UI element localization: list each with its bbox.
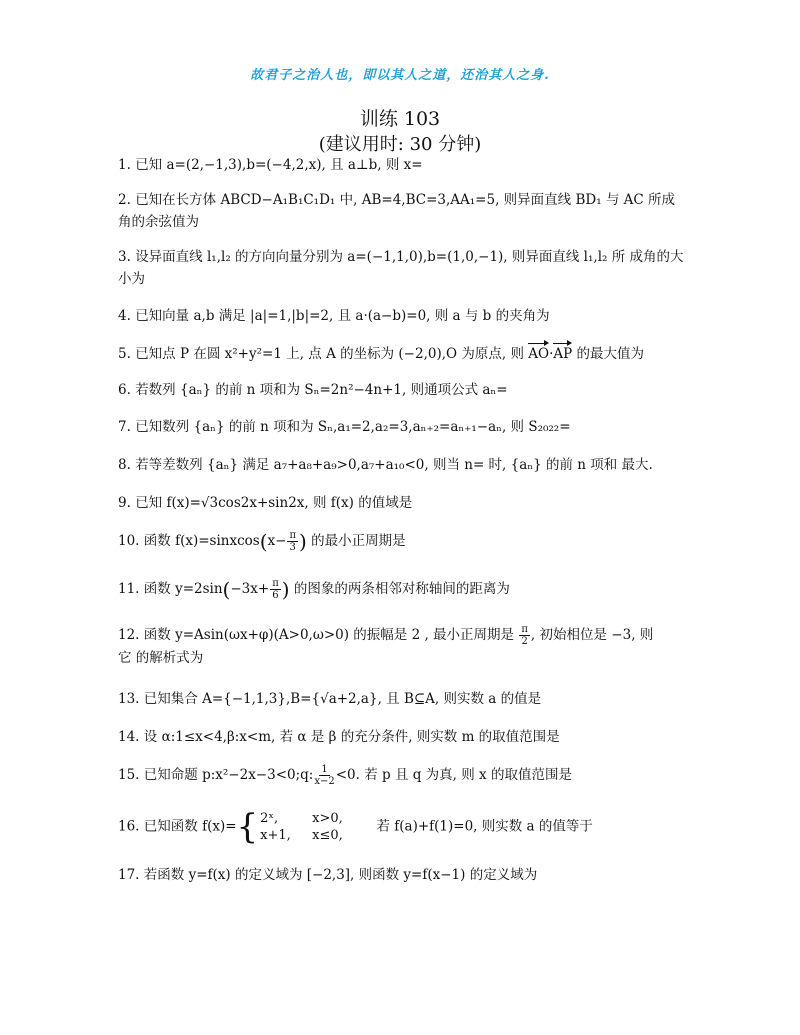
fraction: $\frac{\pi}{6}$ <box>272 578 279 601</box>
question-10: 10. 函数 f(x)=sinxcos(x− $\frac{\pi}{3}$ ) 的最小正周期是 <box>118 529 406 554</box>
question-11: 11. 函数 y=2sin(−3x+ $\frac{\pi}{6}$ ) 的图象的两条相邻对称轴间的距离为 <box>118 577 510 602</box>
page-subtitle: (建议用时: 30 分钟) <box>318 134 482 155</box>
question-6: 6. 若数列 {aₙ} 的前 n 项和为 Sₙ=2n²−4n+1, 则通项公式 aₙ= <box>118 382 508 398</box>
fraction: $\frac{1}{x-2}$ <box>314 764 335 787</box>
question-2: 2. 已知在长方体 ABCD−A₁B₁C₁D₁ 中, AB=4,BC=3,AA₁=5, 则异面直线 BD₁ 与 AC 所成角的余弦值为 <box>118 192 676 230</box>
question-15: 15. 已知命题 p:x²−2x−3<0;q: $\frac{1}{x-2}$ <0. 若 p 且 q 为真, 则 x 的取值范围是 <box>118 764 572 787</box>
question-16: 16. 已知函数 f(x)= { 2ˣ, x>0, x+1, x≤0, 若 f(a)+f(1)=0, 则实数 a 的值等于 <box>118 807 593 847</box>
fraction: $\frac{\pi}{3}$ <box>289 530 297 553</box>
vector-ap: AP <box>553 343 572 365</box>
question-5: 5. 已知点 P 在圆 x²+y²=1 上, 点 A 的坐标为 (−2,0),O 为原点, 则 AO·AP 的最大值为 <box>118 343 688 365</box>
question-13: 13. 已知集合 A={−1,1,3},B={√a+2,a}, 且 B⊆A, 则实数 a 的值是 <box>118 691 542 707</box>
question-9: 9. 已知 f(x)=√3cos2x+sin2x, 则 f(x) 的值域是 <box>118 495 413 511</box>
question-8: 8. 若等差数列 {aₙ} 满足 a₇+a₈+a₉>0,a₇+a₁₀<0, 则当 n= 时, {aₙ} 的前 n 项和 最大. <box>118 457 653 473</box>
question-1: 1. 已知 a=(2,−1,3),b=(−4,2,x), 且 a⊥b, 则 x= <box>118 157 423 173</box>
piecewise-function: { 2ˣ, x>0, x+1, x≤0, <box>236 807 343 847</box>
fraction: $\frac{\pi}{2}$ <box>521 624 528 647</box>
motto-banner: 故君子之治人也，即以其人之道，还治其人之身. <box>250 68 550 83</box>
question-4: 4. 已知向量 a,b 满足 |a|=1,|b|=2, 且 a·(a−b)=0, 则 a 与 b 的夹角为 <box>118 308 550 324</box>
question-14: 14. 设 α:1≤x<4,β:x<m, 若 α 是 β 的充分条件, 则实数 m 的取值范围是 <box>118 729 560 745</box>
question-17: 17. 若函数 y=f(x) 的定义域为 [−2,3], 则函数 y=f(x−1) 的定义域为 <box>118 867 538 883</box>
page-title: 训练 103 <box>359 108 441 130</box>
vector-ao: AO <box>528 343 549 365</box>
question-7: 7. 已知数列 {aₙ} 的前 n 项和为 Sₙ,a₁=2,a₂=3,aₙ₊₂=aₙ₊₁−aₙ, 则 S₂₀₂₂= <box>118 419 571 435</box>
question-12: 12. 函数 y=Asin(ωx+φ)(A>0,ω>0) 的振幅是 2 , 最小正周期是 $\frac{\pi}{2}$ , 初始相位是 −3, 则 它 的解析式为 <box>118 624 654 666</box>
question-3: 3. 设异面直线 l₁,l₂ 的方向向量分别为 a=(−1,1,0),b=(1,0,−1), 则异面直线 l₁,l₂ 所 成角的大小为 <box>118 249 684 287</box>
